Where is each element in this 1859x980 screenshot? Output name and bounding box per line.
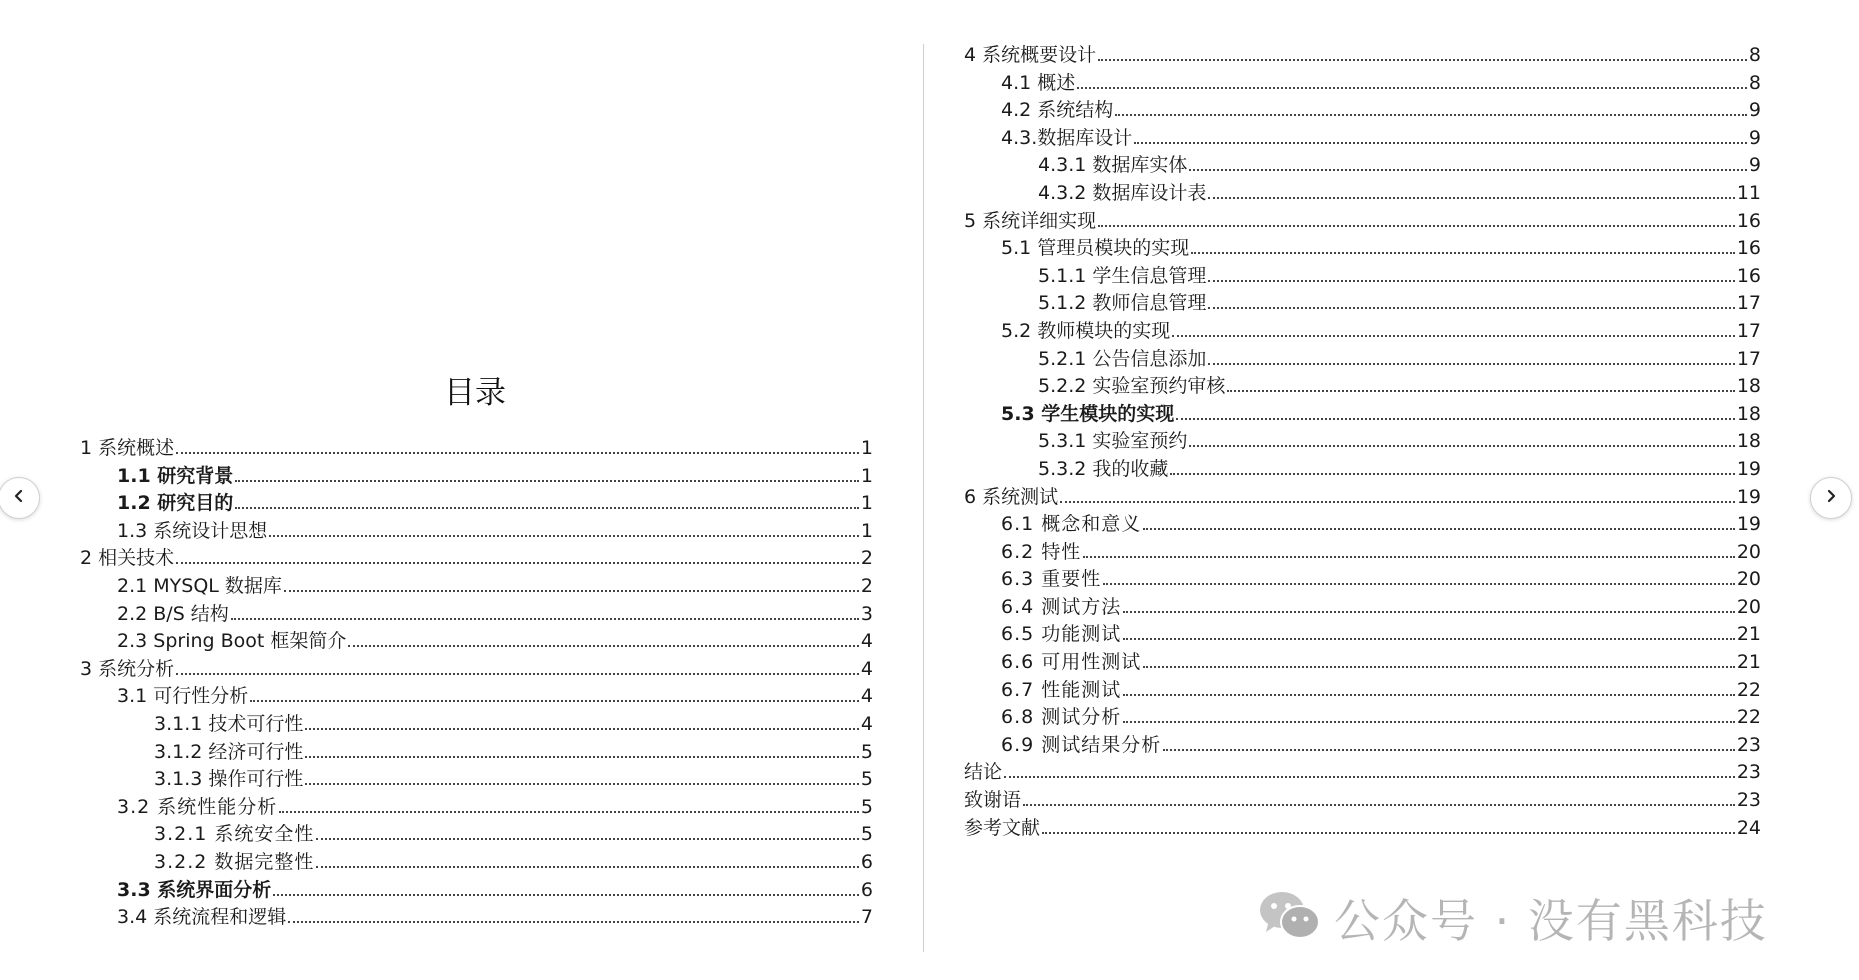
toc-entry-text: 4 系统概要设计 (964, 44, 1097, 66)
toc-entry-text: 4.3.1 数据库实体 (1038, 154, 1188, 177)
toc-entry-text: 1.2 研究目的 (117, 492, 234, 515)
toc-entry-text: 6.3 重要性 (1001, 568, 1102, 591)
toc-page-number: 23 (1736, 789, 1761, 812)
toc-page-number: 17 (1736, 347, 1761, 370)
toc-page-number: 16 (1736, 209, 1761, 232)
toc-dot-leader (1143, 528, 1735, 530)
toc-page-number: 17 (1736, 319, 1761, 342)
toc-dot-leader (1227, 390, 1734, 392)
toc-dot-leader (235, 507, 859, 509)
toc-dot-leader (1004, 776, 1735, 778)
toc-page-number: 18 (1736, 402, 1761, 425)
toc-entry-text: 6.6 可用性测试 (1001, 651, 1142, 674)
toc-dot-leader (1208, 280, 1734, 282)
toc-dot-leader (1191, 252, 1735, 254)
toc-entry[interactable] (80, 656, 873, 684)
toc-entry-text: 5.1.1 学生信息管理 (1038, 264, 1207, 287)
toc-page-number: 22 (1736, 678, 1761, 701)
toc-dot-leader (288, 921, 859, 923)
toc-entry-text: 5.3.2 我的收藏 (1038, 457, 1169, 480)
wechat-icon (1258, 888, 1322, 948)
toc-dot-leader (1189, 169, 1747, 171)
toc-entry-text: 4.3.2 数据库设计表 (1038, 181, 1207, 204)
toc-page-number: 9 (1748, 126, 1761, 149)
toc-entry[interactable] (964, 125, 1761, 153)
toc-entry[interactable] (964, 180, 1761, 208)
toc-entry[interactable] (80, 739, 873, 767)
toc-dot-leader (305, 728, 859, 730)
toc-entry-text: 3.2 系统性能分析 (117, 795, 278, 818)
toc-dot-leader (1103, 583, 1735, 585)
toc-entry-text: 3.1.2 经济可行性 (154, 740, 304, 763)
toc-entry[interactable] (80, 821, 873, 849)
toc-entry[interactable] (964, 484, 1761, 512)
toc-dot-leader (305, 756, 859, 758)
toc-entry-text: 5.3 学生模块的实现 (1001, 402, 1175, 425)
toc-dot-leader (1098, 59, 1747, 61)
toc-entry[interactable] (80, 573, 873, 601)
toc-page-number: 21 (1736, 651, 1761, 674)
toc-entry-text: 2 相关技术 (80, 547, 175, 570)
toc-entry[interactable] (80, 849, 873, 877)
toc-entry-text: 6.1 概念和意义 (1001, 513, 1142, 536)
toc-entry[interactable] (964, 594, 1761, 622)
toc-right-column (964, 42, 1761, 842)
toc-entry-text: 6.4 测试方法 (1001, 595, 1122, 618)
toc-page-number: 3 (860, 602, 873, 625)
toc-entry[interactable] (80, 711, 873, 739)
toc-dot-leader (284, 590, 859, 592)
toc-page-number: 8 (1748, 71, 1761, 94)
toc-entry-text: 3.1.3 操作可行性 (154, 768, 304, 791)
toc-page-number: 5 (860, 768, 873, 791)
toc-entry-text: 3.1 可行性分析 (117, 685, 249, 708)
toc-entry-text: 5.3.1 实验室预约 (1038, 430, 1188, 453)
toc-dot-leader (1042, 832, 1735, 834)
toc-dot-leader (1176, 418, 1735, 420)
toc-entry[interactable] (964, 787, 1761, 815)
toc-entry-text: 5.2 教师模块的实现 (1001, 319, 1171, 342)
toc-entry[interactable] (964, 346, 1761, 374)
toc-entry-text: 5 系统详细实现 (964, 209, 1097, 232)
toc-entry[interactable] (80, 628, 873, 656)
toc-entry[interactable] (80, 794, 873, 822)
toc-entry-text: 6.8 测试分析 (1001, 706, 1122, 729)
toc-entry-text: 参考文献 (964, 816, 1041, 839)
toc-page-number: 6 (860, 878, 873, 901)
toc-entry-text: 1.3 系统设计思想 (117, 519, 268, 542)
toc-entry[interactable] (80, 545, 873, 573)
toc-dot-leader (231, 618, 859, 620)
toc-entry[interactable] (964, 70, 1761, 98)
toc-page-number: 1 (860, 437, 873, 459)
toc-dot-leader (316, 866, 859, 868)
toc-entry[interactable] (964, 621, 1761, 649)
watermark-text: 公众号 · 没有黑科技 (1334, 894, 1768, 948)
toc-entry-text: 1 系统概述 (80, 437, 175, 459)
toc-page-number: 7 (860, 906, 873, 929)
toc-dot-leader (1023, 804, 1735, 806)
toc-page-number: 2 (860, 574, 873, 597)
toc-page-number: 19 (1736, 485, 1761, 508)
toc-page-number: 1 (860, 492, 873, 515)
toc-entry-text: 结论 (964, 761, 1003, 784)
toc-page-number: 20 (1736, 568, 1761, 591)
toc-page-number: 18 (1736, 375, 1761, 398)
toc-entry[interactable] (964, 42, 1761, 70)
toc-page-number: 17 (1736, 292, 1761, 315)
toc-entry[interactable] (80, 490, 873, 518)
toc-entry[interactable] (964, 401, 1761, 429)
toc-dot-leader (316, 838, 859, 840)
toc-entry-text: 2.3 Spring Boot 框架简介 (117, 630, 347, 653)
page-divider (923, 44, 924, 952)
toc-entry[interactable] (964, 318, 1761, 346)
toc-dot-leader (1208, 197, 1734, 199)
toc-dot-leader (269, 535, 859, 537)
chevron-right-icon (1823, 488, 1839, 508)
toc-page-number: 9 (1748, 99, 1761, 122)
toc-entry[interactable] (80, 683, 873, 711)
next-page-button[interactable] (1810, 477, 1852, 519)
toc-title: 目录 (444, 375, 506, 411)
toc-entry-text: 2.1 MYSQL 数据库 (117, 574, 282, 597)
toc-entry-text: 4.1 概述 (1001, 71, 1076, 94)
toc-page-number: 1 (860, 464, 873, 487)
toc-entry-text: 6.5 功能测试 (1001, 623, 1122, 646)
chevron-left-icon (11, 488, 27, 508)
toc-entry-text: 3.4 系统流程和逻辑 (117, 906, 287, 929)
toc-entry-text: 5.2.2 实验室预约审核 (1038, 375, 1226, 398)
toc-dot-leader (1083, 556, 1735, 558)
toc-entry[interactable] (964, 511, 1761, 539)
toc-entry[interactable] (964, 208, 1761, 236)
toc-dot-leader (1134, 142, 1747, 144)
toc-page-number: 19 (1736, 513, 1761, 536)
toc-page-number: 21 (1736, 623, 1761, 646)
toc-entry-text: 6.9 测试结果分析 (1001, 733, 1162, 756)
toc-page-number: 19 (1736, 457, 1761, 480)
toc-page-number: 9 (1748, 154, 1761, 177)
toc-entry-text: 6.2 特性 (1001, 540, 1082, 563)
toc-entry[interactable] (964, 428, 1761, 456)
toc-entry[interactable] (964, 235, 1761, 263)
toc-entry-text: 2.2 B/S 结构 (117, 602, 229, 625)
toc-page-number: 20 (1736, 540, 1761, 563)
toc-dot-leader (1163, 749, 1735, 751)
toc-dot-leader (348, 645, 859, 647)
toc-entry[interactable] (964, 704, 1761, 732)
toc-entry[interactable] (80, 766, 873, 794)
toc-left-column (80, 435, 873, 932)
toc-entry-text: 4.2 系统结构 (1001, 99, 1114, 122)
toc-entry[interactable] (964, 539, 1761, 567)
watermark (1258, 888, 1828, 948)
toc-dot-leader (250, 700, 859, 702)
toc-entry[interactable] (80, 601, 873, 629)
toc-entry[interactable] (80, 877, 873, 905)
toc-page-number: 24 (1736, 816, 1761, 839)
toc-dot-leader (1123, 611, 1735, 613)
toc-page-number: 18 (1736, 430, 1761, 453)
toc-page-number: 4 (860, 712, 873, 735)
toc-entry[interactable] (964, 732, 1761, 760)
toc-entry-text: 3.2.1 系统安全性 (154, 823, 315, 846)
toc-entry-text: 3 系统分析 (80, 657, 175, 680)
toc-page-number: 4 (860, 657, 873, 680)
toc-dot-leader (1123, 694, 1735, 696)
toc-dot-leader (176, 673, 859, 675)
toc-entry-text: 5.1 管理员模块的实现 (1001, 237, 1190, 260)
toc-entry[interactable] (964, 456, 1761, 484)
toc-entry-text: 4.3.数据库设计 (1001, 126, 1133, 149)
toc-dot-leader (1189, 445, 1734, 447)
toc-page-number: 22 (1736, 706, 1761, 729)
toc-entry-text: 5.2.1 公告信息添加 (1038, 347, 1207, 370)
toc-dot-leader (1208, 307, 1734, 309)
toc-dot-leader (1098, 225, 1735, 227)
toc-dot-leader (1172, 335, 1735, 337)
toc-dot-leader (1115, 114, 1747, 116)
toc-page-number: 6 (860, 850, 873, 873)
toc-entry[interactable] (80, 518, 873, 546)
toc-entry[interactable] (964, 263, 1761, 291)
toc-entry[interactable] (964, 759, 1761, 787)
toc-entry[interactable] (964, 677, 1761, 705)
toc-dot-leader (1208, 363, 1734, 365)
toc-entry-text: 5.1.2 教师信息管理 (1038, 292, 1207, 315)
toc-entry-text: 3.1.1 技术可行性 (154, 712, 304, 735)
toc-page-number: 1 (860, 519, 873, 542)
toc-page-number: 5 (860, 795, 873, 818)
toc-page-number: 16 (1736, 237, 1761, 260)
toc-dot-leader (1077, 87, 1747, 89)
toc-entry[interactable] (964, 566, 1761, 594)
toc-page-number: 11 (1736, 181, 1761, 204)
toc-page-number: 4 (860, 630, 873, 653)
toc-entry[interactable] (80, 463, 873, 491)
toc-entry-text: 6.7 性能测试 (1001, 678, 1122, 701)
toc-entry[interactable] (964, 290, 1761, 318)
toc-entry-text: 3.3 系统界面分析 (117, 878, 272, 901)
toc-dot-leader (273, 894, 859, 896)
toc-dot-leader (1123, 721, 1735, 723)
toc-dot-leader (1060, 501, 1735, 503)
toc-entry-text: 3.2.2 数据完整性 (154, 850, 315, 873)
toc-page-number: 23 (1736, 733, 1761, 756)
toc-dot-leader (1170, 473, 1734, 475)
toc-entry-text: 致谢语 (964, 789, 1022, 812)
toc-page-number: 23 (1736, 761, 1761, 784)
toc-dot-leader (235, 480, 859, 482)
toc-entry[interactable] (964, 815, 1761, 843)
toc-entry[interactable] (964, 97, 1761, 125)
toc-dot-leader (176, 562, 859, 564)
toc-entry[interactable] (80, 435, 873, 463)
toc-dot-leader (1143, 666, 1735, 668)
toc-page-number: 16 (1736, 264, 1761, 287)
toc-entry-text: 6 系统测试 (964, 485, 1059, 508)
toc-page-number: 20 (1736, 595, 1761, 618)
prev-page-button[interactable] (0, 477, 40, 519)
toc-dot-leader (1123, 638, 1735, 640)
toc-entry[interactable] (964, 649, 1761, 677)
toc-page-number: 5 (860, 823, 873, 846)
toc-entry[interactable] (964, 373, 1761, 401)
toc-page-number: 8 (1748, 44, 1761, 66)
toc-entry-text: 1.1 研究背景 (117, 464, 234, 487)
toc-entry[interactable] (964, 152, 1761, 180)
toc-dot-leader (176, 452, 859, 454)
toc-dot-leader (305, 783, 859, 785)
toc-page-number: 4 (860, 685, 873, 708)
toc-dot-leader (279, 811, 859, 813)
toc-entry[interactable] (80, 904, 873, 932)
toc-page-number: 2 (860, 547, 873, 570)
toc-page-number: 5 (860, 740, 873, 763)
